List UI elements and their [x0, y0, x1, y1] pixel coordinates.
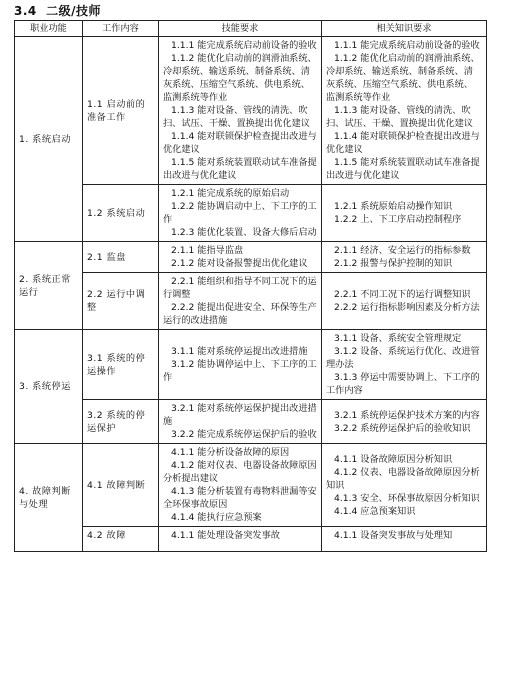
knowledge-item: 1.2.2 上、下工序启动控制程序	[334, 214, 462, 225]
knowledge-cell	[322, 330, 487, 400]
skill-item: 1.2.3 能优化装置、设备大修后启动	[171, 227, 317, 238]
skill-item: 4.1.2 能对仪表、电器设备故障原因分析提出建议	[163, 460, 317, 484]
skill-item: 1.1.5 能对系统装置联动试车准备提出改进与优化建议	[163, 157, 317, 181]
skill-item: 1.1.4 能对联锁保护检查提出改进与优化建议	[163, 131, 317, 155]
skill-item: 1.1.2 能优化启动前的润滑油系统、冷却系统、输送系统、制备系统、清灰系统、压缩空气系统、供电系统、监测系统等作业	[163, 53, 317, 103]
section-title: 二级/技师	[46, 4, 102, 18]
knowledge-item: 2.2.1 不同工况下的运行调整知识	[334, 289, 471, 300]
knowledge-item: 1.1.5 能对系统装置联动试车准备提出改进与优化建议	[326, 157, 480, 181]
knowledge-item: 2.1.2 报警与保护控制的知识	[334, 258, 453, 269]
work-content-cell: 3.2 系统的停运保护	[83, 400, 159, 444]
header-function: 职业功能	[15, 21, 83, 37]
skill-item: 4.1.1 能分析设备故障的原因	[171, 447, 290, 458]
skill-item: 2.1.2 能对设备报警提出优化建议	[171, 258, 308, 269]
work-content-cell: 1.1 启动前的准备工作	[83, 37, 159, 185]
work-content-cell: 4.2 故障	[83, 527, 159, 552]
skill-item: 4.1.4 能执行应急预案	[171, 512, 262, 523]
knowledge-cell	[322, 242, 487, 273]
knowledge-item: 3.1.1 设备、系统安全管理规定	[334, 333, 462, 344]
table-row	[15, 185, 487, 242]
function-cell: 2. 系统正常运行	[15, 242, 83, 330]
skill-cell	[159, 330, 322, 400]
skill-item: 3.2.2 能完成系统停运保护后的验收	[171, 429, 317, 440]
knowledge-item: 3.1.2 设备、系统运行优化、改进管理办法	[326, 346, 480, 370]
table-row	[15, 37, 487, 185]
knowledge-item: 2.1.1 经济、安全运行的指标参数	[334, 245, 471, 256]
skill-item: 2.2.1 能组织和指导不同工况下的运行调整	[163, 276, 317, 300]
skills-table	[14, 20, 487, 552]
skill-item: 1.2.2 能协调启动中上、下工序的工作	[163, 201, 317, 225]
skill-cell	[159, 527, 322, 552]
header-row	[15, 21, 487, 37]
skill-cell	[159, 273, 322, 330]
section-number: 3.4	[14, 4, 37, 18]
knowledge-item: 1.1.3 能对设备、管线的清洗、吹扫、试压、干燥、置换提出优化建议	[326, 105, 473, 129]
table-body	[15, 37, 487, 552]
work-content-cell: 3.1 系统的停运操作	[83, 330, 159, 400]
knowledge-cell	[322, 37, 487, 185]
knowledge-item: 3.2.2 系统停运保护后的验收知识	[334, 422, 471, 434]
knowledge-item: 2.2.2 运行指标影响因素及分析方法	[334, 302, 480, 313]
knowledge-item: 4.1.4 应急预案知识	[334, 505, 416, 517]
function-cell: 1. 系统启动	[15, 37, 83, 242]
table-row	[15, 444, 487, 527]
table-row	[15, 242, 487, 273]
table-row	[15, 400, 487, 444]
knowledge-cell	[322, 185, 487, 242]
skill-cell	[159, 37, 322, 185]
knowledge-cell	[322, 400, 487, 444]
work-content-cell: 1.2 系统启动	[83, 185, 159, 242]
knowledge-item: 3.2.1 系统停运保护技术方案的内容	[334, 409, 480, 421]
knowledge-item: 3.1.3 停运中需要协调上、下工序的工作内容	[326, 372, 480, 396]
skill-cell	[159, 185, 322, 242]
knowledge-item: 1.1.1 能完成系统启动前设备的验收	[334, 40, 480, 51]
skill-cell	[159, 444, 322, 527]
work-content-cell: 4.1 故障判断	[83, 444, 159, 527]
knowledge-item: 4.1.3 安全、环保事故原因分析知识	[334, 492, 480, 504]
skill-cell	[159, 400, 322, 444]
function-cell: 3. 系统停运	[15, 330, 83, 444]
skill-item: 1.1.1 能完成系统启动前设备的验收	[171, 40, 317, 51]
skill-item: 4.1.3 能分析装置有毒物料泄漏等安全环保事故原因	[163, 486, 317, 510]
header-knowledge: 相关知识要求	[322, 21, 487, 37]
section-heading	[14, 2, 101, 19]
table-row	[15, 273, 487, 330]
skill-cell	[159, 242, 322, 273]
knowledge-item: 4.1.1 设备故障原因分析知识	[334, 453, 453, 465]
skill-item: 3.1.1 能对系统停运提出改进措施	[171, 346, 308, 357]
skill-item: 1.2.1 能完成系统的原始启动	[171, 188, 290, 199]
knowledge-cell	[322, 527, 487, 552]
knowledge-item: 4.1.1 设备突发事故与处理知	[334, 530, 453, 541]
knowledge-item: 1.1.4 能对联锁保护检查提出改进与优化建议	[326, 131, 480, 155]
knowledge-cell	[322, 273, 487, 330]
skill-item: 4.1.1 能处理设备突发事故	[171, 530, 280, 541]
skill-item: 2.2.2 能提出促进安全、环保等生产运行的改进措施	[163, 302, 317, 326]
skill-item: 3.2.1 能对系统停运保护提出改进措施	[163, 403, 317, 427]
skill-item: 1.1.3 能对设备、管线的清洗、吹扫、试压、干燥、置换提出优化建议	[163, 105, 310, 129]
function-cell: 4. 故障判断与处理	[15, 444, 83, 552]
skill-item: 2.1.1 能指导监盘	[171, 245, 244, 256]
skill-item: 3.1.2 能协调停运中上、下工序的工作	[163, 359, 317, 383]
work-content-cell: 2.1 监盘	[83, 242, 159, 273]
knowledge-item: 1.1.2 能优化启动前的润滑油系统、冷却系统、输送系统、制备系统、清灰系统、压缩空气系统、供电系统、监测系统等作业	[326, 53, 480, 103]
work-content-cell: 2.2 运行中调整	[83, 273, 159, 330]
header-content: 工作内容	[83, 21, 159, 37]
knowledge-cell	[322, 444, 487, 527]
table-row	[15, 527, 487, 552]
header-skills: 技能要求	[159, 21, 322, 37]
knowledge-item: 1.2.1 系统原始启动操作知识	[334, 201, 453, 212]
knowledge-item: 4.1.2 仪表、电器设备故障原因分析知识	[326, 466, 480, 491]
table-row	[15, 330, 487, 400]
